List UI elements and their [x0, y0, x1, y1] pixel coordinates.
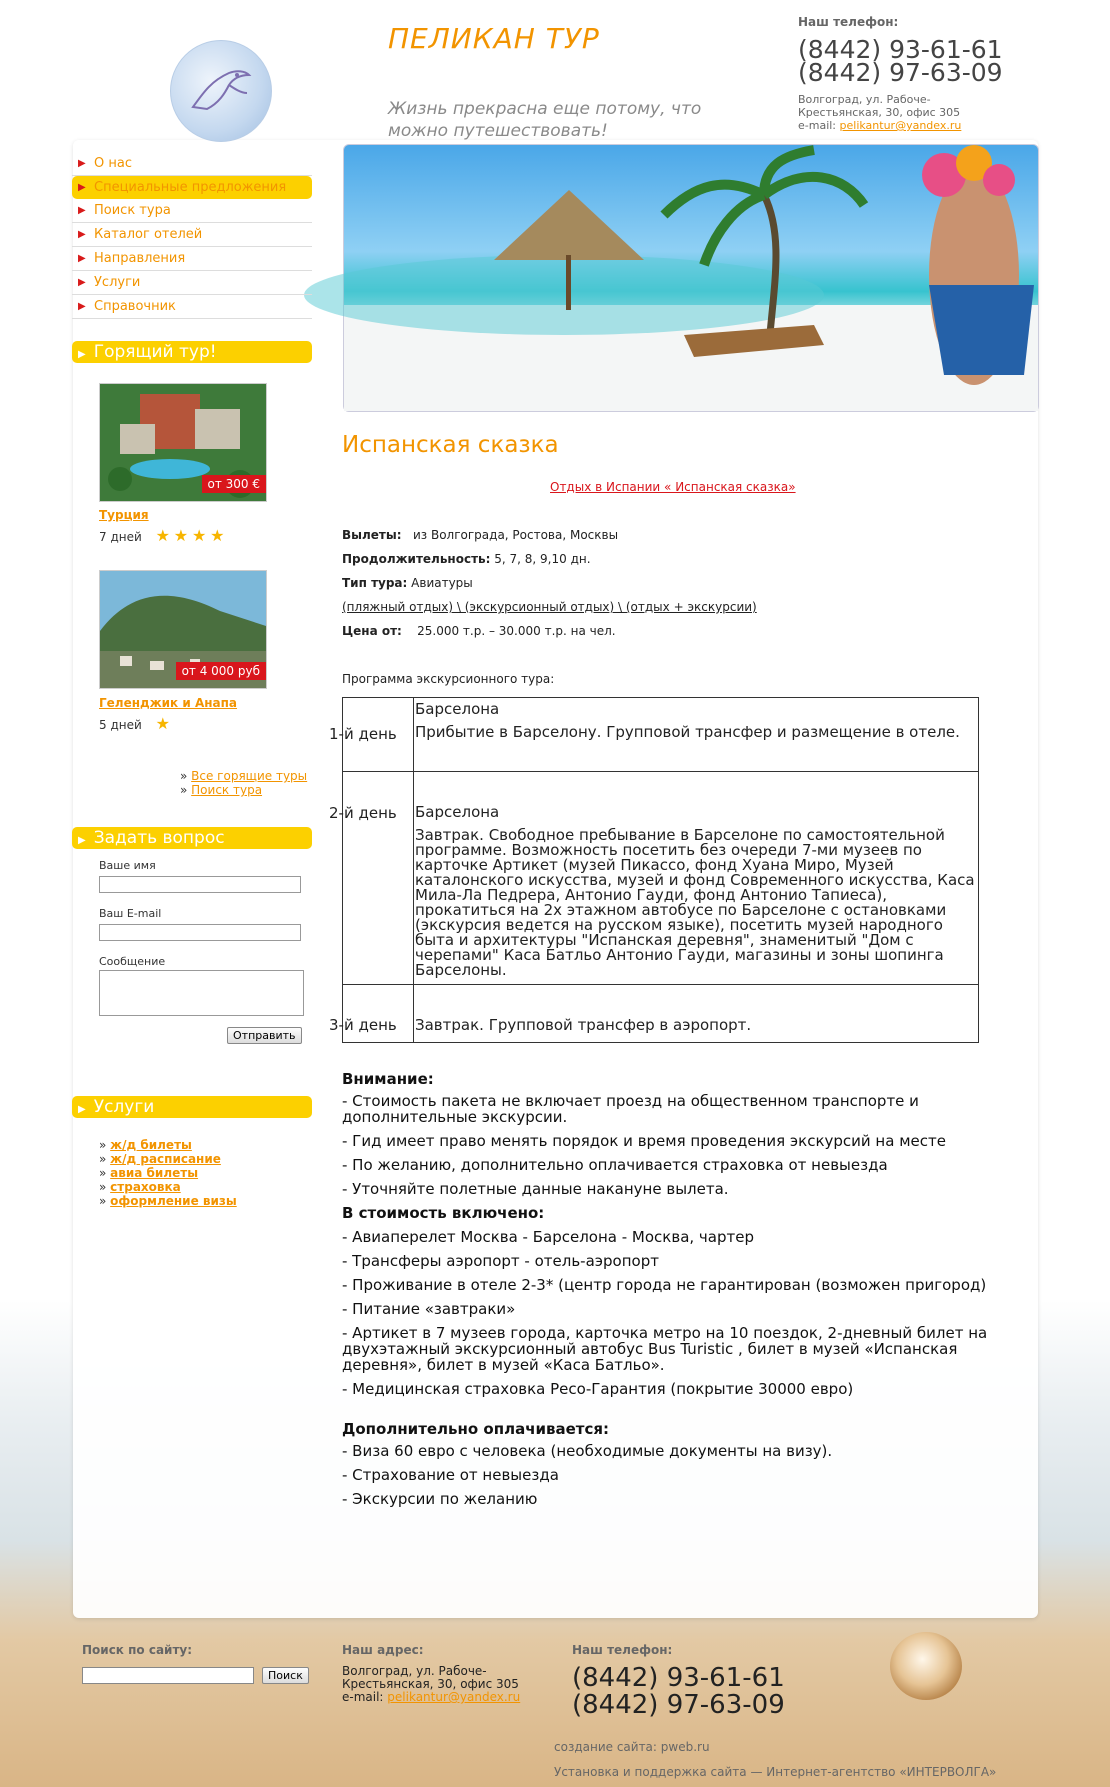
menu-item-label: Направления	[94, 251, 186, 266]
hot-tour-days-text: 7 дней	[99, 530, 142, 544]
departures-label: Вылеты:	[342, 528, 402, 542]
star-icon: ★	[155, 714, 170, 733]
menu-item-hotel-catalog[interactable]	[72, 223, 312, 247]
pelican-logo[interactable]	[170, 40, 272, 142]
program-day	[329, 698, 414, 772]
footer-search-button[interactable]: Поиск	[262, 1667, 309, 1684]
tour-kinds: (пляжный отдых) \ (экскурсионный отдых) \ (отдых + экскурсии)	[342, 600, 757, 614]
name-label: Ваше имя	[99, 859, 156, 872]
footer-credit-site[interactable]: создание сайта: pweb.ru	[554, 1740, 710, 1754]
menu-item-about[interactable]	[72, 152, 312, 176]
menu-item-reference[interactable]	[72, 295, 312, 319]
included-item: - Проживание в отеле 2-3* (центр города не гарантирован (возможен пригород)	[342, 1276, 987, 1294]
hero-banner	[343, 144, 1039, 412]
menu-item-tour-search[interactable]	[72, 199, 312, 223]
arrow-icon: ▶	[78, 835, 86, 846]
program-desc	[414, 698, 979, 772]
email-input[interactable]	[99, 924, 301, 941]
arrow-icon: ▶	[78, 182, 86, 193]
hot-tour-price: от 300 €	[202, 475, 267, 493]
arrow-icon: ▶	[78, 301, 86, 312]
header-email-label: e-mail:	[798, 119, 837, 132]
star-rating	[155, 714, 170, 733]
tour-search-row: » Поиск тура	[180, 783, 263, 797]
attention-section	[342, 1071, 992, 1507]
program-city: Барселона	[415, 700, 500, 718]
attention-item: - Гид имеет право менять порядок и время проведения экскурсий на месте	[342, 1132, 946, 1150]
message-textarea[interactable]	[99, 970, 304, 1016]
star-rating	[155, 526, 225, 545]
duration-value: 5, 7, 8, 9,10 дн.	[494, 552, 591, 566]
message-label: Сообщение	[99, 955, 166, 968]
seashell-icon	[890, 1632, 962, 1700]
footer-search-label: Поиск по сайту:	[82, 1643, 193, 1657]
extra-item: - Виза 60 евро с человека (необходимые документы на визу).	[342, 1442, 833, 1460]
star-icon: ★	[155, 526, 170, 545]
included-item: - Медицинская страховка Ресо-Гарантия (покрытие 30000 евро)	[342, 1380, 854, 1398]
service-item: » ж/д расписание	[99, 1152, 221, 1166]
hot-tour-heading	[72, 341, 312, 363]
name-input[interactable]	[99, 876, 301, 893]
hot-tour-heading-label: Горящий тур!	[93, 342, 217, 362]
arrow-icon: ▶	[78, 349, 86, 360]
included-item: - Трансферы аэропорт - отель-аэропорт	[342, 1252, 659, 1270]
price-row	[342, 624, 616, 638]
program-label: Программа экскурсионного тура:	[342, 672, 555, 686]
departures-value: из Волгограда, Ростова, Москвы	[412, 528, 619, 542]
arrow-icon: ▶	[78, 253, 86, 264]
footer-address-label: Наш адрес:	[342, 1643, 424, 1657]
hot-tour-links	[180, 769, 307, 797]
question-heading-label: Задать вопрос	[93, 828, 225, 848]
service-link[interactable]: страховка	[110, 1180, 181, 1194]
star-icon: ★	[191, 526, 207, 545]
menu-item-label: Поиск тура	[94, 203, 171, 218]
footer-search-input[interactable]	[82, 1667, 254, 1684]
email-label: Ваш E-mail	[99, 907, 162, 920]
menu-item-services[interactable]	[72, 271, 312, 295]
hot-tour-days	[99, 714, 170, 733]
service-link[interactable]: ж/д расписание	[110, 1152, 221, 1166]
pelican-icon	[189, 63, 253, 115]
hot-tour-days-text: 5 дней	[99, 718, 142, 732]
service-link[interactable]: авиа билеты	[110, 1166, 199, 1180]
type-row	[342, 576, 473, 590]
site-name[interactable]: ПЕЛИКАН ТУР	[388, 22, 600, 55]
beach-illustration	[344, 145, 1038, 411]
menu-item-label: Услуги	[94, 275, 141, 290]
footer-phone-1: (8442) 93-61-61	[572, 1663, 785, 1693]
included-heading: В стоимость включено:	[342, 1204, 545, 1222]
services-heading	[72, 1096, 312, 1118]
menu-item-label: Справочник	[94, 299, 176, 314]
attention-heading: Внимание:	[342, 1070, 434, 1088]
program-day-text: 1-й день	[329, 725, 397, 743]
duration-label: Продолжительность:	[342, 552, 491, 566]
included-item: - Питание «завтраки»	[342, 1300, 516, 1318]
service-link[interactable]: ж/д билеты	[110, 1138, 192, 1152]
hot-tour-title-link[interactable]: Геленджик и Анапа	[99, 696, 238, 710]
tagline: Жизнь прекрасна еще потому, что можно путешествовать!	[388, 99, 702, 141]
footer-email-link[interactable]: pelikantur@yandex.ru	[387, 1690, 521, 1704]
tour-search-link[interactable]: Поиск тура	[191, 783, 263, 797]
service-item: » оформление визы	[99, 1194, 237, 1208]
services-heading-label: Услуги	[93, 1097, 155, 1117]
price-label: Цена от:	[342, 624, 402, 638]
main-menu	[72, 152, 312, 319]
header-phone-1: (8442) 93-61-61	[798, 35, 1003, 64]
submit-question-button[interactable]: Отправить	[227, 1027, 302, 1044]
attention-item: - Уточняйте полетные данные накануне вылета.	[342, 1180, 729, 1198]
price-value: 25.000 т.р. – 30.000 т.р. на чел.	[417, 624, 616, 638]
attention-item: - Стоимость пакета не включает проезд на общественном транспорте и дополнительные экскурсии.	[342, 1092, 919, 1126]
program-row	[343, 985, 979, 1043]
header-phone-label: Наш телефон:	[798, 15, 899, 29]
footer-phones	[572, 1665, 785, 1719]
extra-heading: Дополнительно оплачивается:	[342, 1420, 610, 1438]
footer-phone-label: Наш телефон:	[572, 1643, 673, 1657]
header-phones	[798, 35, 1003, 87]
program-table	[329, 697, 979, 1043]
attention-item: - По желанию, дополнительно оплачивается страховка от невыезда	[342, 1156, 888, 1174]
type-value: Авиатуры	[411, 576, 473, 590]
type-label: Тип тура:	[342, 576, 408, 590]
arrow-icon: ▶	[78, 205, 86, 216]
tour-sublink[interactable]: Отдых в Испании « Испанская сказка»	[550, 480, 796, 494]
hot-tour-price: от 4 000 руб	[176, 662, 266, 680]
arrow-icon: ▶	[78, 229, 86, 240]
question-heading	[72, 827, 312, 849]
header-address	[798, 93, 998, 132]
arrow-icon: ▶	[78, 1104, 86, 1115]
services-list	[99, 1138, 237, 1208]
menu-item-special-offers[interactable]	[72, 176, 312, 199]
menu-item-label: Специальные предложения	[94, 180, 287, 195]
program-day-text: 3-й день	[329, 1016, 397, 1034]
all-hot-tours-link[interactable]: Все горящие туры	[191, 769, 308, 783]
footer-email-label: e-mail:	[342, 1690, 384, 1704]
extra-item: - Экскурсии по желанию	[342, 1490, 538, 1508]
service-link[interactable]: оформление визы	[110, 1194, 237, 1208]
footer-credit-support[interactable]: Установка и поддержка сайта — Интернет-агентство «ИНТЕРВОЛГА»	[554, 1765, 997, 1779]
hot-tour-days	[99, 526, 224, 545]
program-row	[343, 772, 979, 985]
star-icon: ★	[173, 526, 189, 545]
header-email-link[interactable]: pelikantur@yandex.ru	[839, 119, 962, 132]
program-day	[329, 772, 414, 985]
service-item: » страховка	[99, 1180, 181, 1194]
service-item: » авиа билеты	[99, 1166, 199, 1180]
program-row	[343, 698, 979, 772]
hot-tour-title-link[interactable]: Турция	[99, 508, 149, 522]
included-item: - Авиаперелет Москва - Барселона - Москва, чартер	[342, 1228, 754, 1246]
hot-tour-photo-turkey[interactable]	[99, 383, 267, 502]
page-title: Испанская сказка	[342, 432, 559, 458]
footer-address	[342, 1665, 532, 1704]
program-day-text: 2-й день	[329, 804, 397, 822]
arrow-icon: ▶	[78, 158, 86, 169]
program-text: Прибытие в Барселону. Групповой трансфер и размещение в отеле.	[415, 723, 960, 741]
menu-item-label: О нас	[94, 156, 132, 171]
program-desc	[414, 985, 979, 1043]
arrow-icon: ▶	[78, 277, 86, 288]
program-text: Завтрак. Групповой трансфер в аэропорт.	[415, 1016, 752, 1034]
included-item: - Артикет в 7 музеев города, карточка метро на 10 поездок, 2-дневный билет на двухэтажный экскурсионный автобус Bus Turistic , билет в музей «Испанская деревня», билет в музей «Каса Батльо».	[342, 1324, 988, 1374]
duration-row	[342, 552, 591, 566]
menu-item-destinations[interactable]	[72, 247, 312, 271]
program-city: Барселона	[415, 803, 500, 821]
all-hot-tours-row: » Все горящие туры	[180, 769, 308, 783]
header-address-text: Волгоград, ул. Рабоче-Крестьянская, 30, офис 305	[798, 93, 961, 119]
program-day	[329, 985, 414, 1043]
service-item: » ж/д билеты	[99, 1138, 192, 1152]
header-phone-2: (8442) 97-63-09	[798, 58, 1003, 87]
hot-tour-photo-gelendzhik[interactable]	[99, 570, 267, 689]
program-desc	[414, 772, 979, 985]
footer-phone-2: (8442) 97-63-09	[572, 1690, 785, 1720]
footer-address-text: Волгоград, ул. Рабоче-Крестьянская, 30, офис 305	[342, 1664, 519, 1691]
menu-item-label: Каталог отелей	[94, 227, 203, 242]
extra-item: - Страхование от невыезда	[342, 1466, 559, 1484]
star-icon: ★	[210, 526, 225, 545]
program-text: Завтрак. Свободное пребывание в Барселоне по самостоятельной программе. Возможность посетить без очереди 7-ми музеев по карточке Артикет (музей Пикассо, фонд Хуана Миро, Музей каталонского искусства, музей и фонд Современного искусства, Каса Мила-Ла Педрера, Антонио Гауди, фонд Антонио Тапиеса), прокатиться на 2х этажном автобусе по Барселоне с остановками (экскурсия ведется на русском языке), посетить музей народного быта и архитектуры "Испанская деревня", знаменитый "Дом с черепами" Каса Батльо Антонио Гауди, магазины и зоны шопинга Барселоны.	[415, 826, 975, 979]
departures-row	[342, 528, 618, 542]
